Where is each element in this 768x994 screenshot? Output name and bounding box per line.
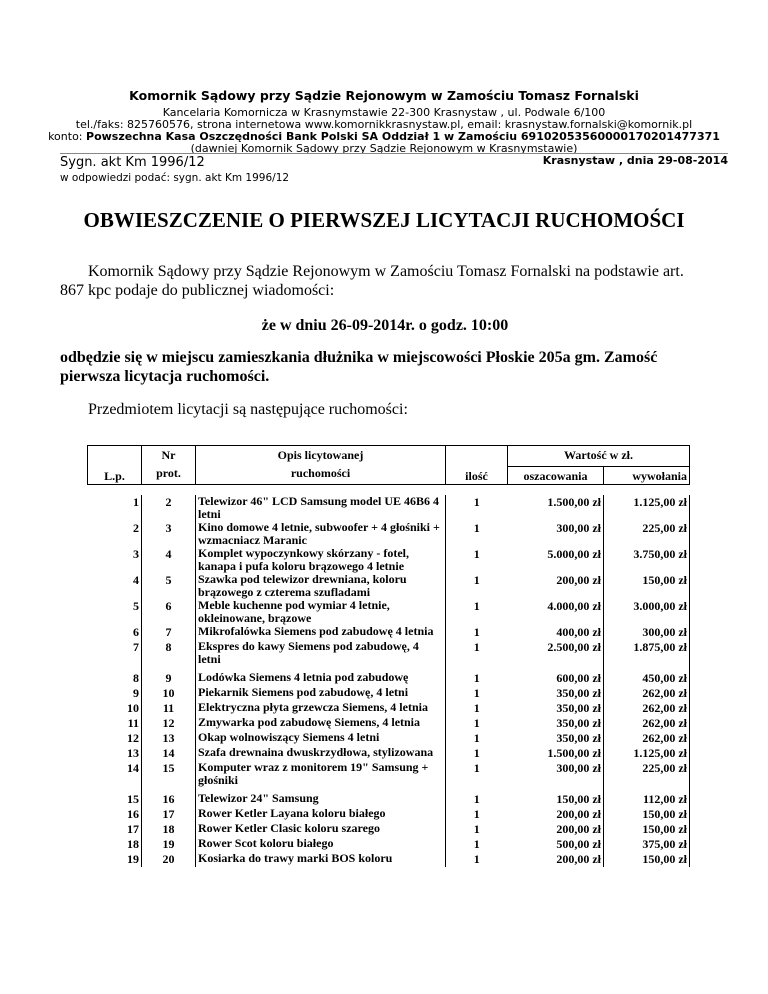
row-lp: 16 [88,807,142,822]
table-row [88,761,690,787]
row-call: 150,00 zł [604,822,690,837]
row-description: Szafa drewnaina dwuskrzydłowa, stylizowana [196,746,446,761]
items-intro: Przedmiotem licytacji są następujące ruchomości: [88,401,408,418]
row-description: Lodówka Siemens 4 letnia pod zabudowę [196,671,446,686]
header-desc-line1: Opis licytowanej [196,446,446,467]
row-nr: 18 [142,822,196,837]
row-nr: 14 [142,746,196,761]
table-row [88,716,690,731]
header-value: Wartość w zł. [508,446,690,467]
row-nr: 20 [142,852,196,867]
row-nr: 16 [142,792,196,807]
row-lp: 1 [88,495,142,521]
row-description: Rower Ketler Layana koloru białego [196,807,446,822]
row-nr: 4 [142,547,196,573]
row-qty: 1 [473,821,480,836]
row-description: Ekspres do kawy Siemens pod zabudowę, 4 letni [196,640,446,666]
row-qty: 1 [473,836,480,851]
row-estimate: 200,00 zł [508,807,604,822]
row-call: 225,00 zł [604,521,690,547]
table-row [88,686,690,701]
row-lp: 10 [88,701,142,716]
row-nr: 8 [142,640,196,666]
row-nr: 9 [142,671,196,686]
row-estimate: 350,00 zł [508,716,604,731]
items-table [87,445,690,867]
table-row [88,495,690,521]
row-estimate: 350,00 zł [508,686,604,701]
table-row [88,807,690,822]
former-office: (dawniej Komornik Sądowy przy Sądzie Rejonowym w Krasnymstawie) [190,142,578,155]
row-lp: 19 [88,852,142,867]
row-call: 3.000,00 zł [604,599,690,625]
row-nr: 13 [142,731,196,746]
row-call: 1.125,00 zł [604,495,690,521]
row-estimate: 1.500,00 zł [508,746,604,761]
row-description: Telewizor 46" LCD Samsung model UE 46B6 4 letni [196,495,446,521]
row-qty: 1 [473,685,480,700]
row-call: 450,00 zł [604,671,690,686]
row-lp: 12 [88,731,142,746]
table-row [88,671,690,686]
row-estimate: 300,00 zł [508,761,604,787]
row-estimate: 5.000,00 zł [508,547,604,573]
row-lp: 13 [88,746,142,761]
row-call: 262,00 zł [604,701,690,716]
office-address: Kancelaria Komornicza w Krasnymstawie 22-300 Krasnystaw , ul. Podwale 6/100 [162,106,606,119]
row-estimate: 1.500,00 zł [508,495,604,521]
header-call: wywołania [604,466,690,484]
row-qty: 1 [473,791,480,806]
row-qty: 1 [473,730,480,745]
row-nr: 17 [142,807,196,822]
row-call: 262,00 zł [604,731,690,746]
table-subheader-row [88,466,690,484]
office-contact: tel./faks: 825760576, strona internetowa www.komornikkrasnystaw.pl, email: krasnystaw.fornalski@komornik.pl [75,118,693,131]
table-row [88,731,690,746]
table-row [88,521,690,547]
row-estimate: 4.000,00 zł [508,599,604,625]
table-row [88,573,690,599]
row-call: 150,00 zł [604,852,690,867]
row-lp: 18 [88,837,142,852]
account-prefix: konto: [48,130,87,143]
header-qty: ilość [446,446,508,485]
row-call: 225,00 zł [604,761,690,787]
row-estimate: 300,00 zł [508,521,604,547]
row-estimate: 350,00 zł [508,701,604,716]
intro-paragraph: Komornik Sądowy przy Sądzie Rejonowym w Zamościu Tomasz Fornalski na podstawie art. 867 kpc podaje do publicznej wiadomości: [60,263,684,299]
row-description: Kosiarka do trawy marki BOS koloru [196,852,446,867]
row-description: Elektryczna płyta grzewcza Siemens, 4 letnia [196,701,446,716]
row-lp: 9 [88,686,142,701]
row-nr: 6 [142,599,196,625]
table-row [88,746,690,761]
row-estimate: 350,00 zł [508,731,604,746]
table-spacer-row [88,485,690,495]
row-lp: 4 [88,573,142,599]
row-description: Mikrofalówka Siemens pod zabudowę 4 letnia [196,625,446,640]
row-lp: 8 [88,671,142,686]
row-call: 1.125,00 zł [604,746,690,761]
header-desc-line2: ruchomości [196,466,446,484]
row-nr: 7 [142,625,196,640]
row-nr: 19 [142,837,196,852]
row-qty: 1 [473,851,480,866]
row-lp: 6 [88,625,142,640]
row-qty: 1 [473,546,480,561]
row-qty: 1 [473,760,480,775]
header-estimate: oszacowania [508,466,604,484]
header-nr-line1: Nr [142,446,196,467]
row-lp: 17 [88,822,142,837]
row-call: 262,00 zł [604,686,690,701]
reply-note: w odpowiedzi podać: sygn. akt Km 1996/12 [60,172,290,184]
row-description: Szawka pod telewizor drewniana, koloru brązowego z czterema szufladami [196,573,446,599]
row-lp: 11 [88,716,142,731]
row-nr: 10 [142,686,196,701]
row-call: 150,00 zł [604,573,690,599]
row-qty: 1 [473,624,480,639]
table-row [88,547,690,573]
row-qty: 1 [473,520,480,535]
row-call: 150,00 zł [604,807,690,822]
table-row [88,837,690,852]
table-row [88,640,690,666]
auction-datetime: że w dniu 26-09-2014r. o godz. 10:00 [261,317,509,334]
row-description: Rower Scot koloru białego [196,837,446,852]
row-qty: 1 [473,715,480,730]
office-name: Komornik Sądowy przy Sądzie Rejonowym w Zamościu Tomasz Fornalski [129,88,639,103]
row-qty: 1 [473,700,480,715]
row-estimate: 200,00 zł [508,573,604,599]
row-description: Zmywarka pod zabudowę Siemens, 4 letnia [196,716,446,731]
row-description: Meble kuchenne pod wymiar 4 letnie, okleinowane, brązowe [196,599,446,625]
row-description: Telewizor 24" Samsung [196,792,446,807]
row-nr: 5 [142,573,196,599]
row-call: 375,00 zł [604,837,690,852]
row-qty: 1 [473,494,480,509]
table-row [88,852,690,867]
row-call: 300,00 zł [604,625,690,640]
row-call: 262,00 zł [604,716,690,731]
row-nr: 15 [142,761,196,787]
row-lp: 14 [88,761,142,787]
row-description: Rower Ketler Clasic koloru szarego [196,822,446,837]
row-estimate: 200,00 zł [508,852,604,867]
row-lp: 2 [88,521,142,547]
row-lp: 5 [88,599,142,625]
row-description: Piekarnik Siemens pod zabudowę, 4 letni [196,686,446,701]
row-qty: 1 [473,572,480,587]
row-qty: 1 [473,598,480,613]
row-description: Komputer wraz z monitorem 19" Samsung + głośniki [196,761,446,787]
table-header-row [88,446,690,467]
table-row [88,701,690,716]
row-call: 3.750,00 zł [604,547,690,573]
row-qty: 1 [473,639,480,654]
row-nr: 3 [142,521,196,547]
row-nr: 12 [142,716,196,731]
row-qty: 1 [473,745,480,760]
table-row [88,822,690,837]
row-lp: 7 [88,640,142,666]
auction-location: odbędzie się w miejscu zamieszkania dłużnika w miejscowości Płoskie 205a gm. Zamość pierwsza licytacja ruchomości. [60,349,658,385]
row-qty: 1 [473,670,480,685]
row-estimate: 600,00 zł [508,671,604,686]
row-estimate: 200,00 zł [508,822,604,837]
row-description: Kino domowe 4 letnie, subwoofer + 4 głośniki + wzmacniacz Maranic [196,521,446,547]
page-title: OBWIESZCZENIE O PIERWSZEJ LICYTACJI RUCHOMOŚCI [83,208,685,232]
table-row [88,599,690,625]
table-row [88,625,690,640]
row-call: 1.875,00 zł [604,640,690,666]
table-row [88,792,690,807]
row-nr: 2 [142,495,196,521]
row-description: Komplet wypoczynkowy skórzany - fotel, kanapa i pufa koloru brązowego 4 letnie [196,547,446,573]
case-signature: Sygn. akt Km 1996/12 [60,155,205,170]
row-estimate: 150,00 zł [508,792,604,807]
row-lp: 3 [88,547,142,573]
row-qty: 1 [473,806,480,821]
row-call: 112,00 zł [604,792,690,807]
account-details: Powszechna Kasa Oszczędności Bank Polski SA Oddział 1 w Zamościu 69102053560000170201477371 [86,130,720,143]
row-description: Okap wolnowiszący Siemens 4 letni [196,731,446,746]
row-estimate: 400,00 zł [508,625,604,640]
row-estimate: 500,00 zł [508,837,604,852]
row-nr: 11 [142,701,196,716]
row-lp: 15 [88,792,142,807]
row-estimate: 2.500,00 zł [508,640,604,666]
document-date: Krasnystaw , dnia 29-08-2014 [542,154,728,167]
header-nr-line2: prot. [142,466,196,484]
header-lp: L.p. [88,446,142,485]
